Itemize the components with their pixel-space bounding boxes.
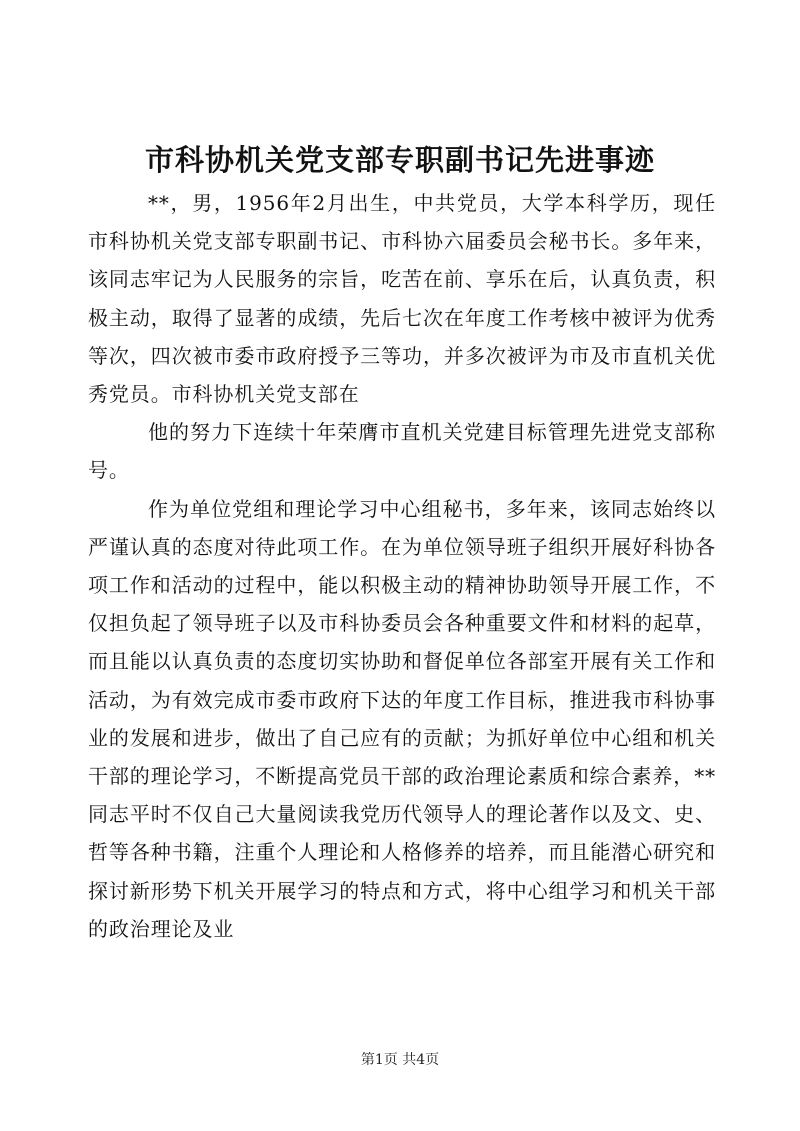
paragraph-1: **，男，1956年2月出生，中共党员，大学本科学历，现任市科协机关党支部专职副书记、市科协六届委员会秘书长。多年来，该同志牢记为人民服务的宗旨，吃苦在前、享乐在后，认真负责，积极主动，取得了显著的成绩，先后七次在年度工作考核中被评为优秀等次，四次被市委市政府授予三等功，并多次被评为市及市直机关优秀党员。市科协机关党支部在: [88, 191, 716, 407]
document-title: 市科协机关党支部专职副书记先进事迹: [144, 143, 655, 177]
page-number-label: 第1页 共4页: [360, 1052, 440, 1068]
document-body: [88, 184, 716, 948]
paragraph-3: 作为单位党组和理论学习中心组秘书，多年来，该同志始终以严谨认真的态度对待此项工作。在为单位领导班子组织开展好科协各项工作和活动的过程中，能以积极主动的精神协助领导开展工作，不仅担负起了领导班子以及市科协委员会各种重要文件和材料的起草，而且能以认真负责的态度切实协助和督促单位各部室开展有关工作和活动，为有效完成市委市政府下达的年度工作目标，推进我市科协事业的发展和进步，做出了自己应有的贡献；为抓好单位中心组和机关干部的理论学习，不断提高党员干部的政治理论素质和综合素养，**同志平时不仅自己大量阅读我党历代领导人的理论著作以及文、史、哲等各种书籍，注重个人理论和人格修养的培养，而且能潜心研究和探讨新形势下机关开展学习的特点和方式，将中心组学习和机关干部的政治理论及业: [88, 496, 716, 941]
paragraph-2: 他的努力下连续十年荣膺市直机关党建目标管理先进党支部称号。: [88, 420, 716, 483]
page-footer: [0, 1050, 800, 1070]
